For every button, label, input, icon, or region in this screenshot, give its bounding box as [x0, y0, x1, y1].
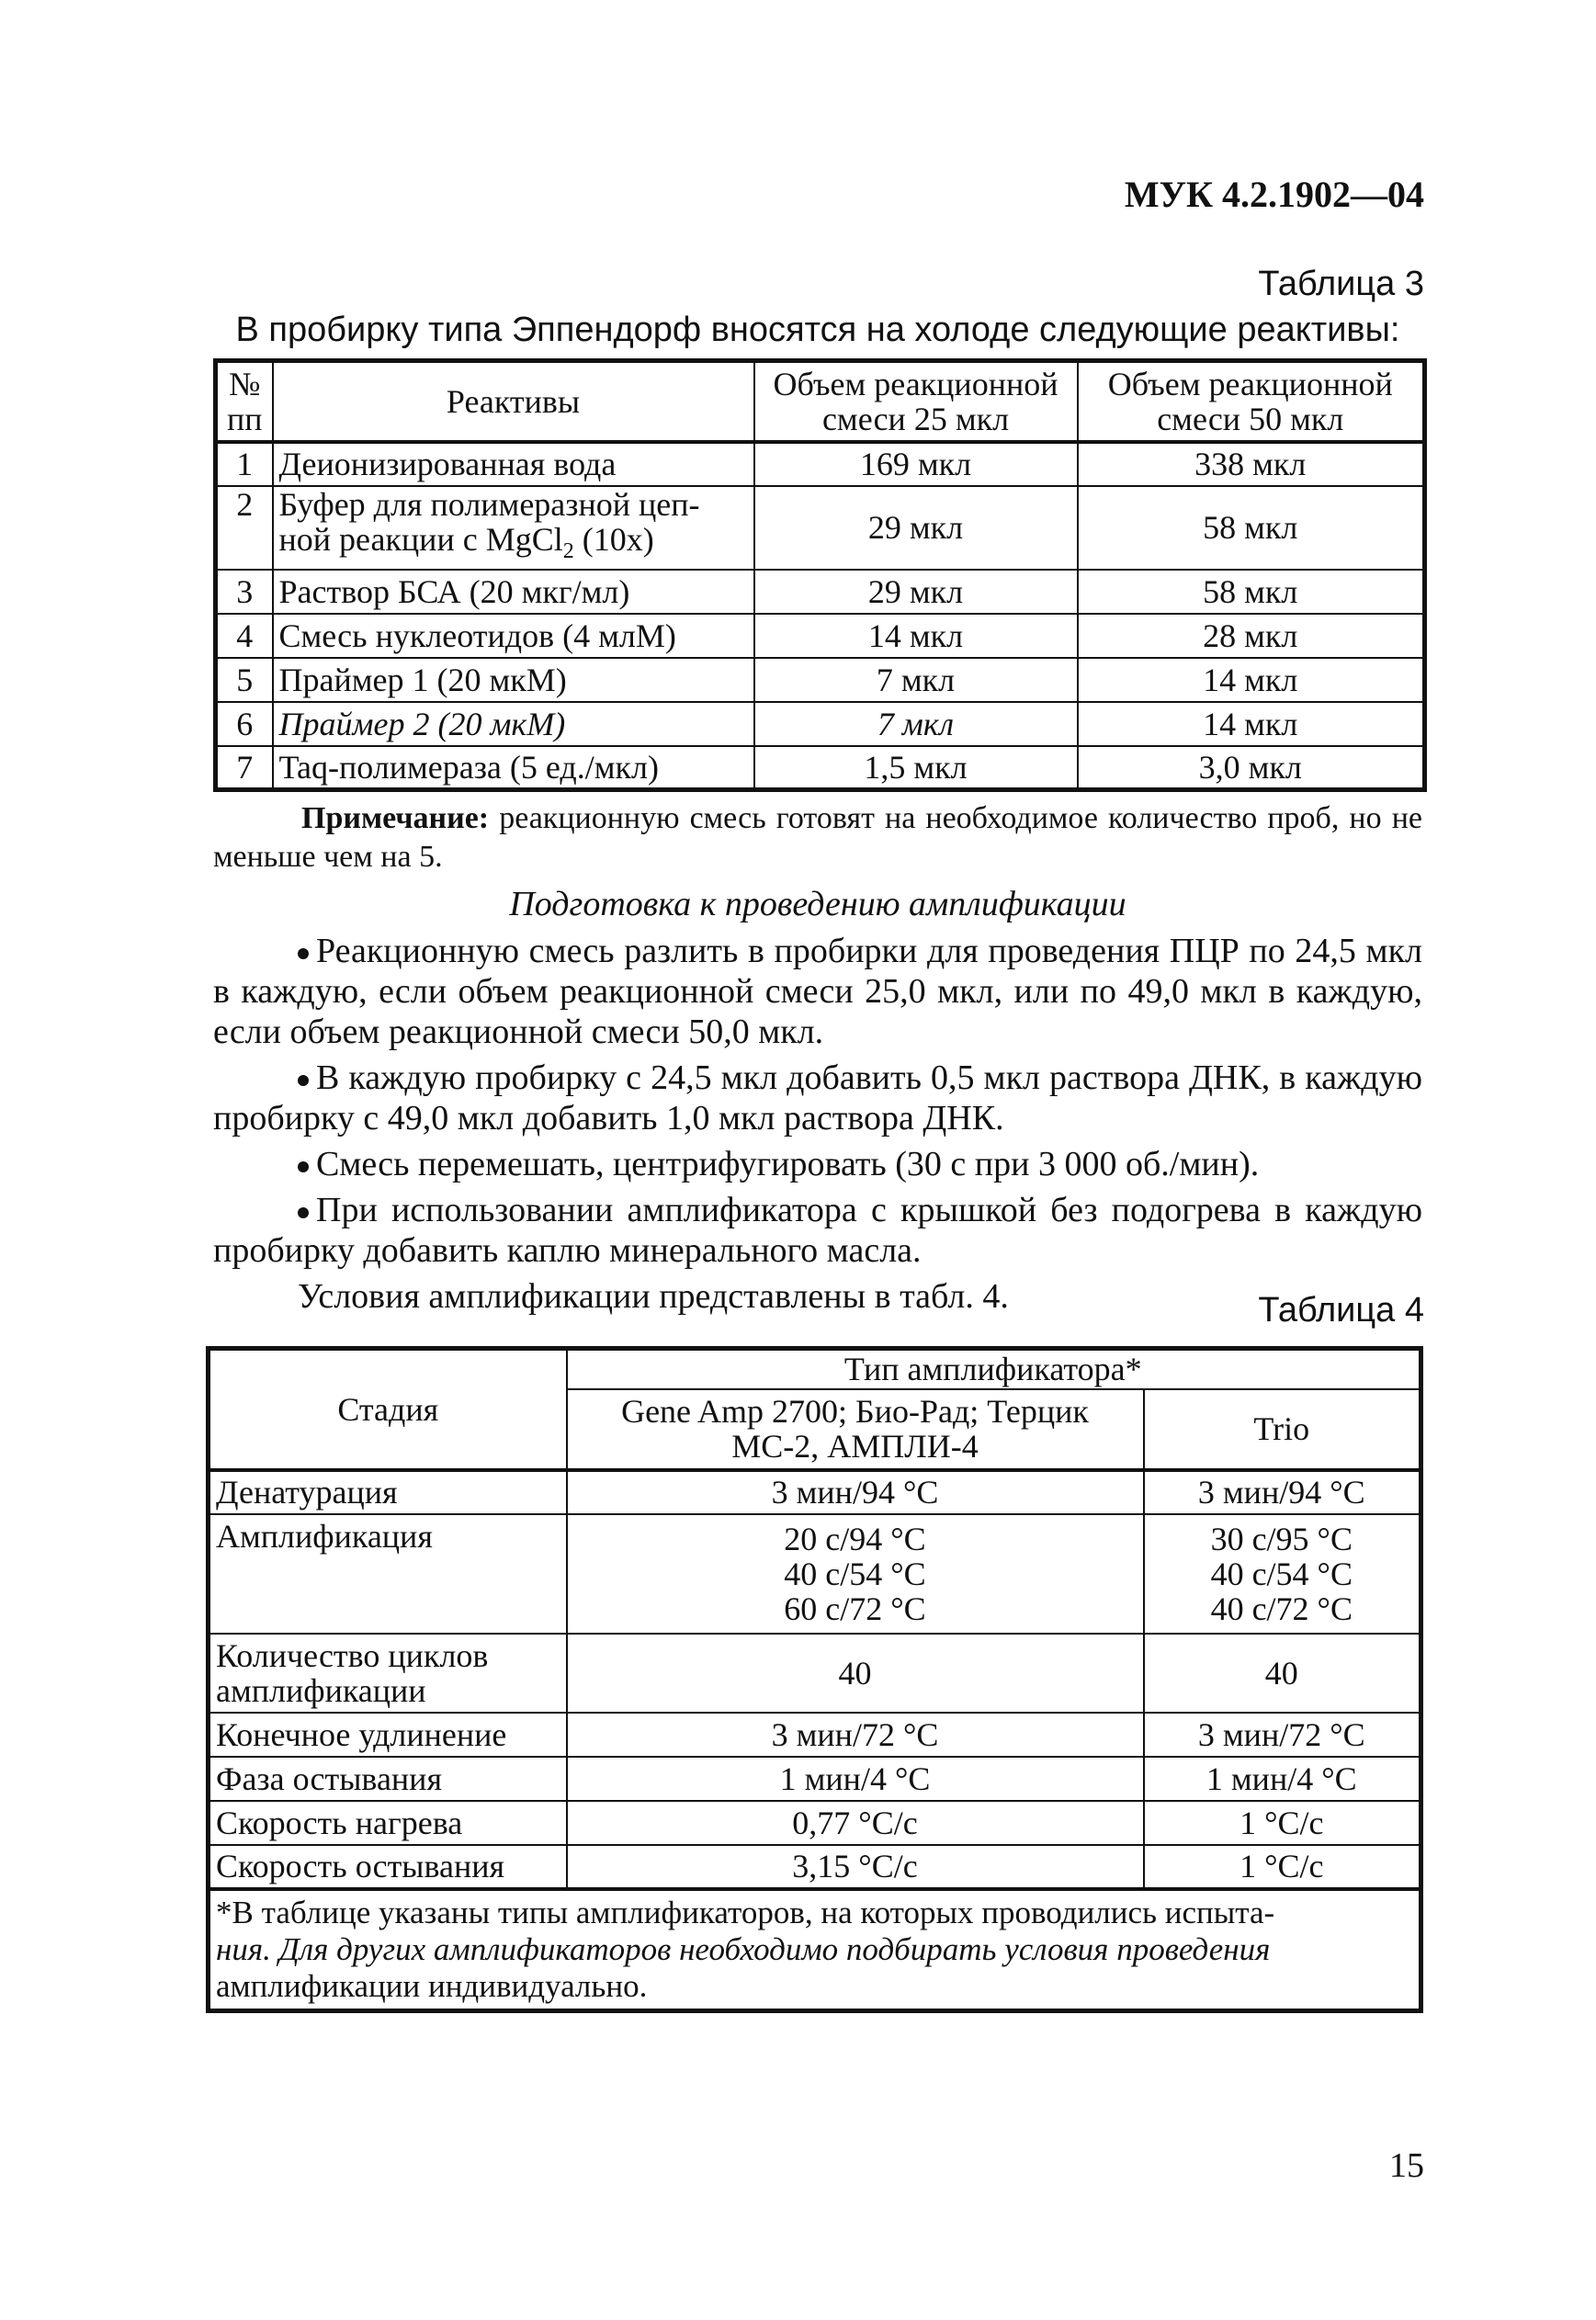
table-row: Денатурация 3 мин/94 °С 3 мин/94 °С: [209, 1470, 1421, 1514]
section-subheading: Подготовка к проведению амплификации: [509, 885, 1126, 923]
table-row: 3 Раствор БСА (20 мкг/мл) 29 мкл 58 мкл: [216, 570, 1425, 614]
list-item: В каждую пробирку с 24,5 мкл добавить 0,5 мкл раствора ДНК, в каждую пробирку с 49,0 мкл добавить 1,0 мкл раствора ДНК.: [213, 1058, 1422, 1137]
bullet-icon: [298, 1075, 309, 1086]
table-row: Конечное удлинение 3 мин/72 °С 3 мин/72 °С: [209, 1713, 1421, 1757]
table-row: Скорость нагрева 0,77 °С/с 1 °С/с: [209, 1801, 1421, 1845]
table-row: 7 Taq-полимераза (5 ед./мкл) 1,5 мкл 3,0 мкл: [216, 746, 1425, 790]
header-type: Тип амплификатора*: [567, 1349, 1421, 1389]
list-item: При использовании амплификатора с крышкой без подогрева в каждую пробирку добавить каплю минерального масла.: [213, 1191, 1422, 1270]
table-row: Скорость остывания 3,15 °С/с 1 °С/с: [209, 1845, 1421, 1889]
table-header-row: [216, 361, 1425, 442]
document-code: МУК 4.2.1902—04: [1124, 174, 1424, 215]
header-col1: Gene Amp 2700; Био-Рад; Терцик МС-2, АМПЛИ-4: [567, 1389, 1144, 1470]
header-stage: Стадия: [209, 1349, 567, 1470]
header-reagents: Реактивы: [273, 361, 754, 442]
table3-intro: В пробирку типа Эппендорф вносятся на холоде следующие реактивы:: [235, 311, 1400, 349]
conditions-text: Условия амплификации представлены в табл. 4.: [298, 1277, 1009, 1316]
table-row: 2 Буфер для полимеразной цеп- ной реакции с MgCl$_2$ (10х) 29 мкл 58 мкл: [216, 486, 1425, 570]
bullet-icon: [298, 948, 309, 959]
header-vol25: Объем реакционной смеси 25 мкл: [754, 361, 1078, 442]
table4-label: Таблица 4: [1258, 1291, 1424, 1330]
table-row: Фаза остывания 1 мин/4 °С 1 мин/4 °С: [209, 1757, 1421, 1801]
list-item: Реакционную смесь разлить в пробирки для проведения ПЦР по 24,5 мкл в каждую, если объем реакционной смеси 25,0 мкл, или по 49,0 мкл в каждую, если объем реакционной смеси 50,0 мкл.: [213, 932, 1422, 1051]
table-row: 1 Деионизированная вода 169 мкл 338 мкл: [216, 442, 1425, 486]
table-header-row: [209, 1349, 1421, 1389]
table-row: Количество циклов амплификации 40 40: [209, 1634, 1421, 1713]
instructions-list: [213, 931, 1422, 1322]
amplification-table: [206, 1346, 1423, 2013]
header-col2: Trio: [1144, 1389, 1421, 1470]
table-footnote-row: [209, 1889, 1421, 2011]
table-row: Амплификация 20 с/94 °С 40 с/54 °С 60 с/72 °С 30 с/95 °С 40 с/54 °С 40 с/72 °С: [209, 1514, 1421, 1634]
table-row: 6 Праймер 2 (20 мкМ) 7 мкл 14 мкл: [216, 702, 1425, 746]
table4-footnote: *В таблице указаны типы амплификаторов, на которых проводились испыта- ния. Для других амплификаторов необходимо подбирать условия проведения амплификации индивидуально.: [209, 1889, 1421, 2011]
bullet-icon: [298, 1207, 309, 1218]
table-row: 5 Праймер 1 (20 мкМ) 7 мкл 14 мкл: [216, 658, 1425, 702]
page-number: 15: [1389, 2146, 1424, 2185]
reagents-table: [213, 358, 1427, 792]
table3-note: Примечание: реакционную смесь готовят на необходимое количество проб, но не меньше чем на 5.: [213, 801, 1422, 874]
table3-label: Таблица 3: [1258, 265, 1424, 303]
bullet-icon: [298, 1161, 309, 1172]
table-row: 4 Смесь нуклеотидов (4 млМ) 14 мкл 28 мкл: [216, 614, 1425, 658]
header-vol50: Объем реакционной смеси 50 мкл: [1078, 361, 1425, 442]
list-item: Смесь перемешать, центрифугировать (30 с при 3 000 об./мин).: [213, 1144, 1422, 1184]
header-num: № пп: [216, 361, 273, 442]
